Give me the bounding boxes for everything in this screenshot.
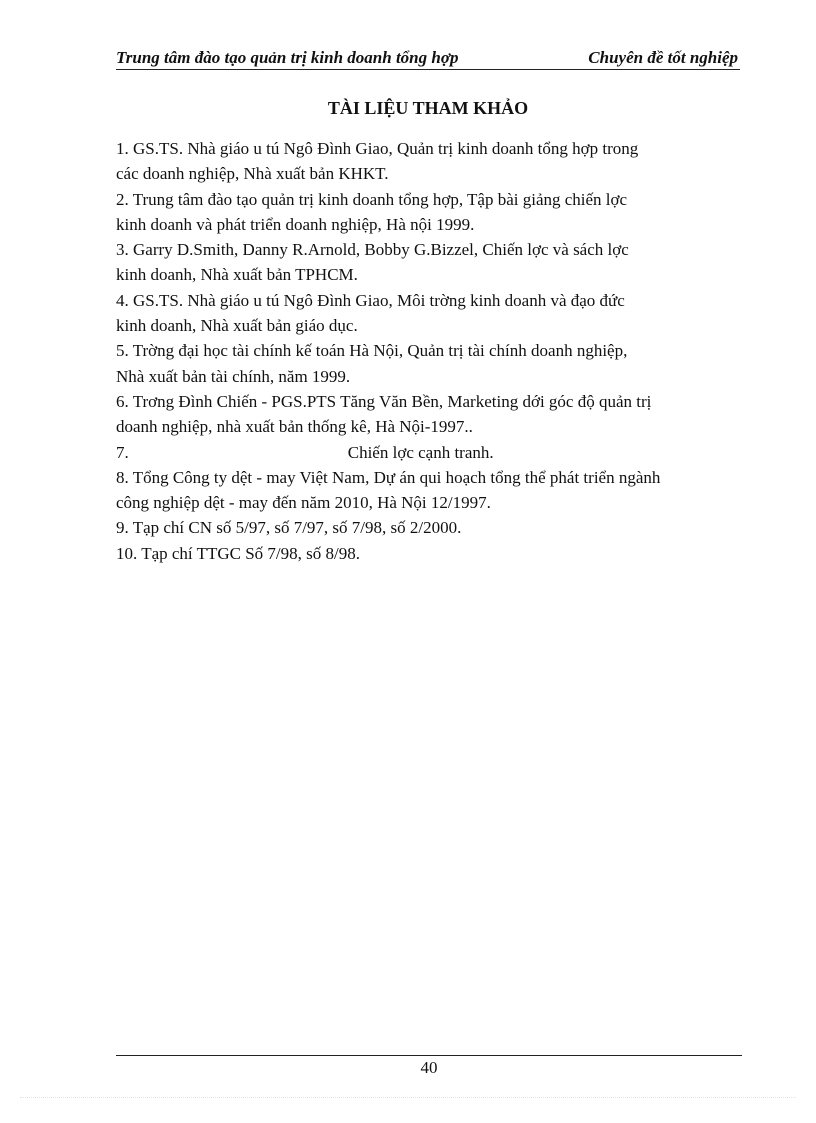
footer-divider bbox=[116, 1055, 742, 1056]
reference-line: 3. Garry D.Smith, Danny R.Arnold, Bobby G.Bizzel, Chiến lợc và sách lợc bbox=[116, 240, 629, 260]
reference-line: các doanh nghiệp, Nhà xuất bản KHKT. bbox=[116, 164, 389, 184]
reference-line: 5. Trờng đại học tài chính kế toán Hà Nội, Quản trị tài chính doanh nghiệp, bbox=[116, 341, 628, 361]
reference-line: công nghiệp dệt - may đến năm 2010, Hà Nội 12/1997. bbox=[116, 493, 491, 513]
reference-line: kinh doanh và phát triển doanh nghiệp, Hà nội 1999. bbox=[116, 214, 475, 234]
reference-line: 9. Tạp chí CN số 5/97, số 7/97, số 7/98, số 2/2000. bbox=[116, 518, 462, 538]
reference-item bbox=[116, 288, 746, 339]
reference-item bbox=[116, 237, 746, 288]
reference-item bbox=[116, 541, 746, 566]
page-header bbox=[116, 47, 740, 70]
reference-item bbox=[116, 515, 746, 540]
page-edge-divider bbox=[20, 1097, 796, 1098]
reference-line: 6. Trơng Đình Chiến - PGS.PTS Tăng Văn Bền, Marketing dới góc độ quản trị bbox=[116, 391, 652, 411]
reference-item bbox=[116, 136, 746, 187]
reference-item bbox=[116, 187, 746, 238]
reference-item bbox=[116, 440, 746, 465]
reference-line: Nhà xuất bản tài chính, năm 1999. bbox=[116, 366, 351, 386]
reference-line: 10. Tạp chí TTGC Số 7/98, số 8/98. bbox=[116, 543, 360, 563]
page-title: TÀI LIỆU THAM KHẢO bbox=[327, 98, 529, 118]
reference-line: doanh nghiệp, nhà xuất bản thống kê, Hà Nội-1997.. bbox=[116, 417, 473, 437]
reference-item bbox=[116, 389, 746, 440]
reference-item bbox=[116, 465, 746, 516]
reference-number: 7. bbox=[116, 442, 129, 462]
reference-line: 2. Trung tâm đào tạo quản trị kinh doanh tổng hợp, Tập bài giảng chiến lợc bbox=[116, 189, 628, 209]
reference-line: 8. Tổng Công ty dệt - may Việt Nam, Dự án qui hoạch tổng thể phát triển ngành bbox=[116, 467, 661, 487]
reference-line: Chiến lợc cạnh tranh. bbox=[347, 442, 494, 462]
header-institution: Trung tâm đào tạo quản trị kinh doanh tổng hợp bbox=[116, 48, 459, 67]
reference-line: kinh doanh, Nhà xuất bản TPHCM. bbox=[116, 265, 358, 285]
reference-line: 1. GS.TS. Nhà giáo u tú Ngô Đình Giao, Quản trị kinh doanh tổng hợp trong bbox=[116, 139, 639, 158]
reference-list bbox=[116, 136, 746, 566]
reference-line: 4. GS.TS. Nhà giáo u tú Ngô Đình Giao, Môi trờng kinh doanh và đạo đức bbox=[116, 290, 625, 310]
page-number: 40 bbox=[420, 1058, 438, 1077]
reference-line: kinh doanh, Nhà xuất bản giáo dục. bbox=[116, 316, 358, 336]
header-document-type: Chuyên đề tốt nghiệp bbox=[588, 48, 738, 67]
reference-item bbox=[116, 338, 746, 389]
